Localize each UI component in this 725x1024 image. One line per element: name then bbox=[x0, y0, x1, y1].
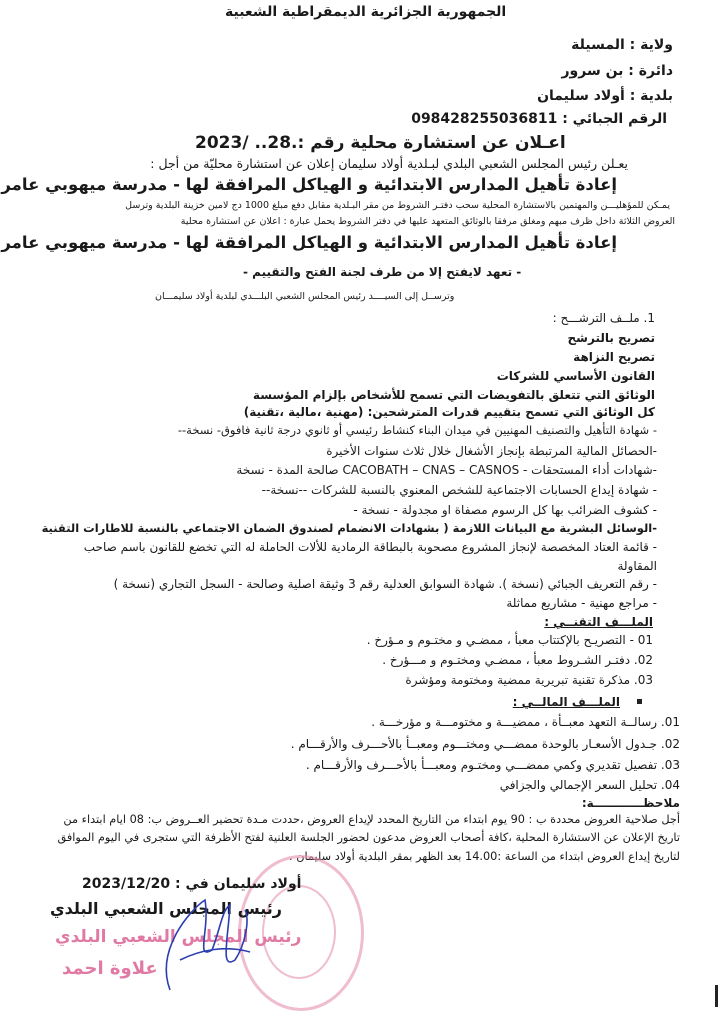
list-item: -الحصائل المالية المرتبطة بإنجاز الأشغال خلال ثلاث سنوات الأخيرة bbox=[326, 444, 657, 458]
page-edge-mark bbox=[715, 985, 718, 1007]
technical-heading: الملـــف التقنــي : bbox=[544, 615, 653, 629]
list-item: 02. دفتـر الشـروط معبأ ، ممضـي ومختـوم و مـــؤرخ . bbox=[382, 653, 653, 667]
list-item: - شهادة التأهيل والتصنيف المهنيين في ميدان البناء كنشاط رئيسي أو ثانوي درجة ثانية فافوق- نسخة-- bbox=[177, 423, 657, 437]
list-item: تصريح بالترشح bbox=[567, 331, 655, 345]
baladiya-label: بلدية : أولاد سليمان bbox=[537, 88, 673, 104]
note-line: تاريخ الإعلان عن الاستشارة المحلية ،كافة أصحاب العروض مدعون لحضور الجلسة العلنية لفتح الأظرفة التي ستجرى في اليوم الموافق bbox=[57, 831, 680, 844]
list-item: 02. جـدول الأسعـار بالوحدة ممضـــي ومختـــوم ومعبــأ بالأحـــرف والأرقـــام . bbox=[290, 737, 680, 751]
note-line: أجل صلاحية العروض محددة ب : 90 يوم ابتداء من التاريخ المحدد لإيداع العروض ،حددت مـدة تحضير العــروض ب: 08 ايام ابتداء من bbox=[63, 813, 680, 826]
list-item: - شهادة إيداع الحسابات الاجتماعية للشخص المعنوي بالنسبة للشركات --نسخة-- bbox=[261, 483, 657, 497]
list-item: المقاولة bbox=[617, 559, 657, 573]
list-item: الوثائق التي تتعلق بالتفويضات التي تسمح للأشخاص بإلزام المؤسسة bbox=[252, 388, 655, 402]
list-item: -شهادات أداء المستحقات - CACOBATH – CNAS – CASNOS صالحة المدة - نسخة bbox=[236, 463, 657, 477]
list-item: 03. مذكرة تقنية تبريرية ممضية ومختومة ومؤشرة bbox=[405, 673, 653, 687]
list-item: - كشوف الضرائب بها كل الرسوم مصفاة او مجدولة - نسخة - bbox=[353, 503, 657, 517]
list-item: - رقم التعريف الجبائي (نسخة ). شهادة السوابق العدلية رقم 3 وثيقة اصلية وصالحة - السجل التجاري (نسخة ) bbox=[113, 577, 657, 591]
signature-date: أولاد سليمان في : 2023/12/20 bbox=[82, 876, 302, 892]
republic-header: الجمهورية الجزائرية الديمقراطية الشعبية bbox=[225, 4, 507, 20]
list-item: 01. رسالــة التعهد معبــأة ، ممضيـــة و مختومـــة و مؤرخـــة . bbox=[371, 715, 680, 729]
signatory-title: رئيس المجلس الشعبي البلدي bbox=[50, 899, 282, 918]
wilaya-label: ولاية : المسيلة bbox=[571, 37, 673, 53]
bullet-icon bbox=[637, 699, 642, 704]
conditions-line-2: العروض الثلاثة داخل ظرف مبهم ومغلق مرفقا بالوثائق المتعهد عليها في دفتر الشروط يحمل عبارة : اعلان عن استشارة محلية bbox=[180, 216, 675, 227]
send-to: وترســل إلى السيــــد رئيس المجلس الشعبي البلـــدي لبلدية أولاد سليمـــان bbox=[155, 291, 455, 302]
list-item: - مراجع مهنية - مشاريع مماثلة bbox=[506, 596, 657, 610]
list-item: - قائمة العتاد المخصصة لإنجاز المشروع مصحوبة بالبطاقة الرمادية للألات الحاملة له التي تخضع للقانون باسم صاحب bbox=[83, 540, 657, 554]
list-item: -الوسائل البشرية مع البيانات اللازمة ( بشهادات الانضمام لصندوق الضمان الاجتماعي بالنسبة للاطارات التقنية bbox=[41, 521, 657, 535]
project-title-repeat: إعادة تأهيل المدارس الابتدائية و الهياكل المرافقة لها - مدرسة ميهوبي عامر bbox=[1, 233, 617, 252]
note-line: لتاريخ إيداع العروض ابتداء من الساعة :14.00 بعد الظهر بمقر البلدية أولاد سليمان . bbox=[289, 850, 680, 863]
financial-heading: الملـــف المالــي : bbox=[512, 695, 620, 709]
tax-id: الرقم الجبائي : 09842825503681​1 bbox=[411, 111, 667, 127]
stamp-title: رئيس المجلس الشعبي البلدي bbox=[55, 927, 302, 947]
list-item: 03. تفصيل تقديري وكمي ممضـــي ومختـوم ومعبـــأ بالأحـــرف والأرقـــام . bbox=[305, 758, 680, 772]
daira-label: دائرة : بن سرور bbox=[561, 63, 673, 79]
announcement-title: اعـلان عن استشارة محلية رقم :.28.. /2023 bbox=[195, 133, 566, 153]
list-item: كل الوثائق التي تسمح بتقييم قدرات المترشحين: (مهنية ،مالية ،تقنية) bbox=[243, 405, 655, 419]
note-heading: ملاحظــــــــــــة: bbox=[581, 796, 680, 810]
intro-text: يعـلن رئيس المجلس الشعبي البلدي لبـلدية أولاد سليمان إعلان عن استشارة محليّة من أجل : bbox=[150, 156, 628, 171]
handwritten-signature bbox=[150, 890, 260, 1000]
list-item: القانون الأساسي للشركات bbox=[496, 369, 655, 383]
candidacy-heading: 1. ملــف الترشـــح : bbox=[552, 311, 655, 325]
no-open-notice: - تعهد لايفتح إلا من طرف لجنة الفتح والتقييم - bbox=[243, 265, 522, 279]
project-title: إعادة تأهيل المدارس الابتدائية و الهياكل المرافقة لها - مدرسة ميهوبي عامر bbox=[1, 175, 617, 194]
list-item: تصريح النزاهة bbox=[573, 350, 655, 364]
list-item: 04. تحليل السعر الإجمالي والجزافي bbox=[499, 778, 680, 792]
conditions-line-1: يمـكن للمؤهليـــن والمهتمين بالاستشارة المحلية سحب دفتـر الشروط من مقر البـلدية مقابل دفع مبلغ 1000 دج لامين خزينة البلدية وترسل bbox=[125, 200, 670, 211]
stamp-name: علاوة احمد bbox=[62, 958, 158, 979]
list-item: 01 - التصريـح بالإكتتاب معبأ ، ممضـي و مختـوم و مـؤرخ . bbox=[366, 633, 653, 647]
